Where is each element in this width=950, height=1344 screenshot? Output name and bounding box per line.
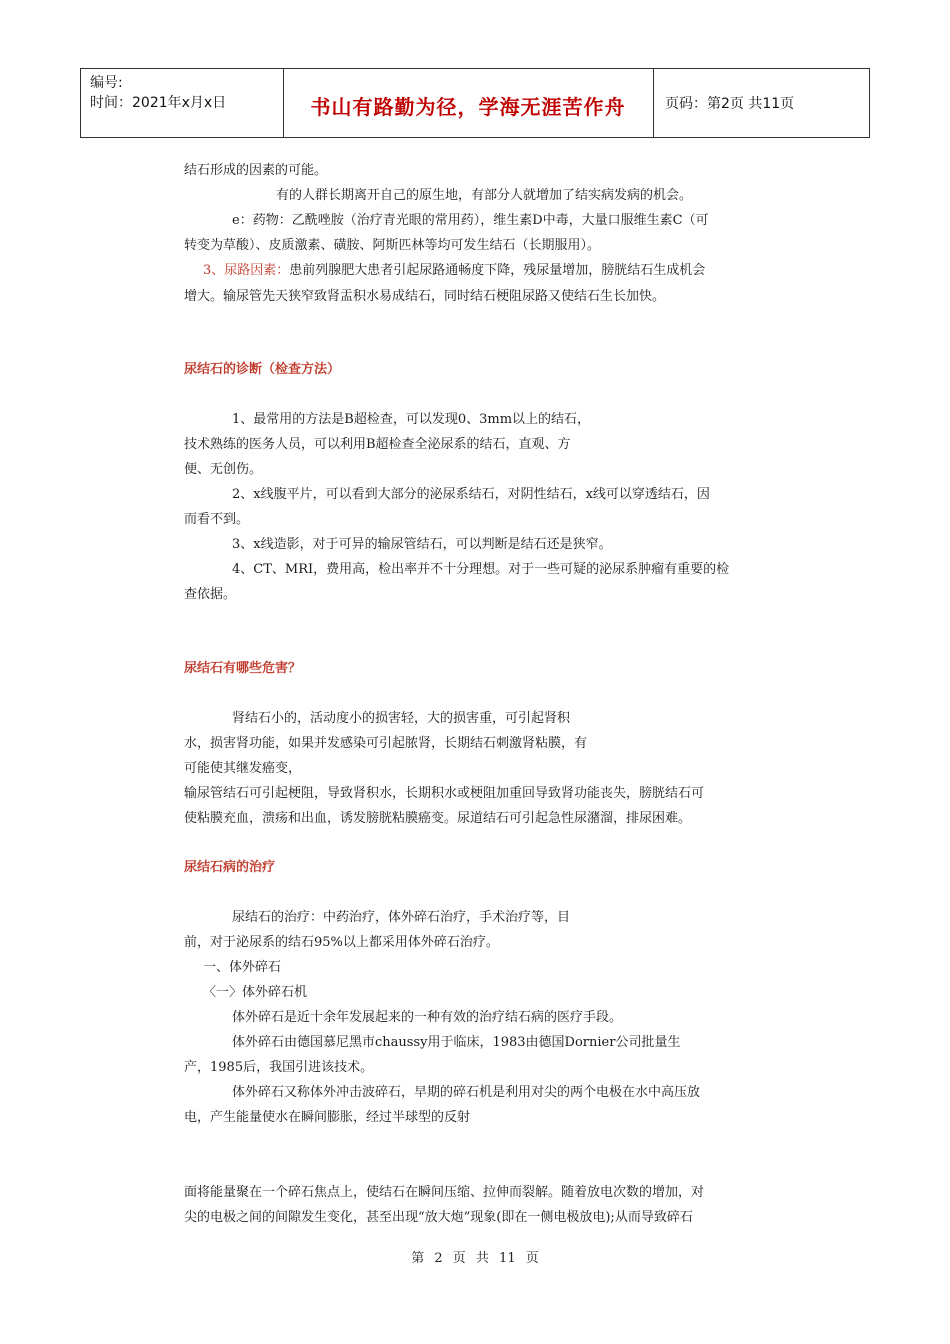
paragraph-line: [203, 262, 705, 280]
page-footer: 第 2 页 共 11 页: [411, 1251, 539, 1266]
paragraph-line: 技术熟练的医务人员，可以利用B超检查全泌尿系的结石，直观、方: [184, 437, 571, 452]
header-border-left: [80, 69, 81, 137]
sub-list-heading: 〈一〉体外碎石机: [203, 985, 308, 1000]
paragraph-line: 前，对于泌尿系的结石95%以上都采用体外碎石治疗。: [184, 935, 499, 950]
paragraph-line: 增大。输尿管先天狭窄致肾盂积水易成结石，同时结石梗阻尿路又使结石生长加快。: [184, 289, 666, 304]
header-border-right: [869, 69, 870, 137]
paragraph-line: 水，损害肾功能，如果并发感染可引起脓肾，长期结石刺激肾粘膜，有: [184, 736, 588, 751]
section-heading-diagnosis: 尿结石的诊断（检查方法）: [184, 362, 341, 377]
page-header: [80, 68, 870, 138]
document-number-label: 编号:: [90, 75, 123, 91]
list-heading: 一、体外碎石: [203, 960, 282, 975]
paragraph-line: 有的人群长期离开自己的原生地，有部分人就增加了结实病发病的机会。: [276, 188, 693, 203]
header-divider-2: [653, 69, 654, 137]
paragraph-line: 结石形成的因素的可能。: [184, 163, 328, 178]
paragraph-line: 输尿管结石可引起梗阻，导致肾积水，长期积水或梗阻加重回导致肾功能丧失，膀胱结石可: [184, 786, 705, 801]
paragraph-line: 转变为草酸）、皮质激素、磺胺、阿斯匹林等均可发生结石（长期服用）。: [184, 238, 601, 253]
paragraph-line: 体外碎石是近十余年发展起来的一种有效的治疗结石病的医疗手段。: [232, 1010, 623, 1025]
paragraph-line: 3、x线造影，对于可异的输尿管结石，可以判断是结石还是狭窄。: [232, 537, 612, 552]
paragraph-line: 尖的电极之间的间隙发生变化，甚至出现“放大炮”现象(即在一侧电极放电);从而导致碎石: [184, 1210, 693, 1225]
section-heading-treatment: 尿结石病的治疗: [184, 860, 276, 875]
header-meta: [90, 73, 226, 113]
paragraph-line: 体外碎石由德国慕尼黑市chaussy用于临床，1983由德国Dornier公司批量生: [232, 1035, 681, 1050]
paragraph-line: 查依据。: [184, 587, 237, 602]
paragraph-line: 电，产生能量使水在瞬间膨胀，经过半球型的反射: [184, 1110, 471, 1125]
paragraph-line: 便、无创伤。: [184, 462, 263, 477]
paragraph-line: 面将能量聚在一个碎石焦点上，使结石在瞬间压缩、拉伸而裂解。随着放电次数的增加，对: [184, 1185, 705, 1200]
paragraph-line: 可能使其继发癌变，: [184, 761, 302, 776]
paragraph-line: 肾结石小的，活动度小的损害轻，大的损害重，可引起肾积: [232, 711, 571, 726]
paragraph-line: 而看不到。: [184, 512, 250, 527]
paragraph-text: 患前列腺肥大患者引起尿路通畅度下降，残尿量增加，膀胱结石生成机会: [289, 263, 706, 278]
paragraph-line: 使粘膜充血，溃疡和出血，诱发膀胱粘膜癌变。尿道结石可引起急性尿潴溜，排尿困难。: [184, 811, 692, 826]
paragraph-line: 产，1985后，我国引进该技术。: [184, 1060, 374, 1075]
document-date: 时间：2021年x月x日: [90, 95, 227, 111]
header-motto: 书山有路勤为径，学海无涯苦作舟: [310, 95, 626, 119]
paragraph-line: 1、最常用的方法是B超检查，可以发现0、3mm以上的结石，: [232, 412, 591, 427]
section-heading-harms: 尿结石有哪些危害？: [184, 661, 302, 676]
paragraph-line: 体外碎石又称体外冲击波碎石，早期的碎石机是利用对尖的两个电极在水中高压放: [232, 1085, 701, 1100]
paragraph-line: 尿结石的治疗：中药治疗，体外碎石治疗，手术治疗等，目: [232, 910, 571, 925]
paragraph-line: 2、x线腹平片，可以看到大部分的泌尿系结石，对阴性结石，x线可以穿透结石，因: [232, 487, 710, 502]
header-page-number: 页码：第2页 共11页: [665, 96, 795, 112]
paragraph-line: e：药物：乙酰唑胺（治疗青光眼的常用药），维生素D中毒，大量口服维生素C（可: [232, 213, 709, 228]
urinary-factor-label: 3、尿路因素：: [203, 263, 290, 278]
paragraph-line: 4、CT、MRI，费用高，检出率并不十分理想。对于一些可疑的泌尿系肿瘤有重要的检: [232, 562, 730, 577]
